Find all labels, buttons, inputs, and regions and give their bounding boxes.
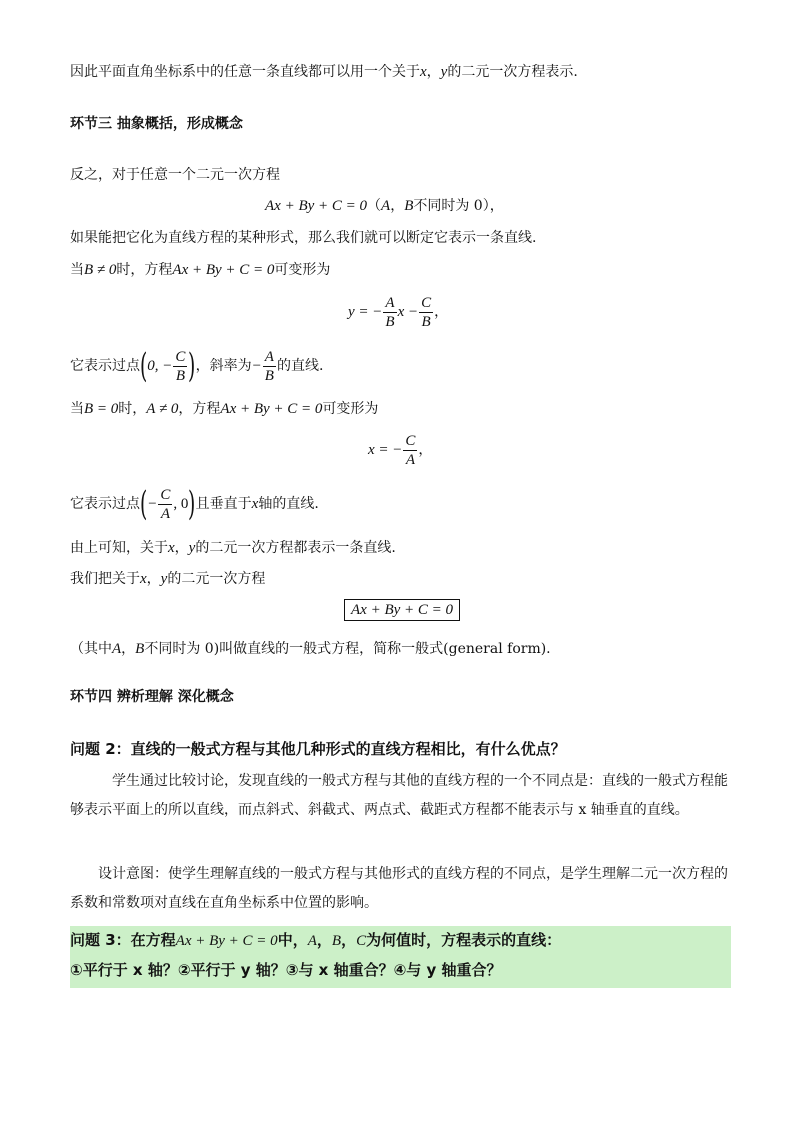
text: 轴的直线. <box>258 496 319 512</box>
fraction-numerator: C <box>405 432 416 449</box>
left-paren-icon: ( <box>139 484 148 524</box>
text: ， <box>418 442 433 458</box>
equation-display <box>348 292 448 332</box>
equation: Ax + By + C = 0 <box>265 198 368 214</box>
equation: Ax + By + C = 0 <box>172 262 275 278</box>
fraction <box>263 348 276 385</box>
text-line <box>70 639 551 659</box>
question-2: 问题 2：直线的一般式方程与其他几种形式的直线方程相比，有什么优点？ <box>70 740 566 758</box>
right-paren-icon: ) <box>188 346 196 386</box>
boxed-equation <box>344 600 460 620</box>
text: 时，方程 <box>116 262 173 278</box>
text: 问题 3：在方程 <box>70 931 176 949</box>
text: 时， <box>118 401 147 417</box>
math-condition: A ≠ 0 <box>146 401 179 417</box>
text-line <box>70 484 319 524</box>
text: ， <box>341 931 357 949</box>
text: ， <box>426 64 441 80</box>
math-var: y <box>188 540 196 556</box>
equation-display <box>368 430 432 470</box>
text: （其中 <box>70 641 112 657</box>
text-line: 如果能把它化为直线方程的某种形式，那么我们就可以断定它表示一条直线. <box>70 230 537 246</box>
text: 由上可知，关于 <box>70 540 168 556</box>
math-var: B <box>404 198 414 214</box>
text: ，方程 <box>178 401 221 417</box>
fraction <box>403 432 417 469</box>
fraction <box>158 486 172 523</box>
math-var: x <box>420 64 427 80</box>
fraction-numerator: C <box>160 486 171 503</box>
fraction-denominator: B <box>385 313 395 330</box>
math-var: x <box>251 496 259 512</box>
right-paren-icon: ) <box>188 484 196 524</box>
fraction-denominator: B <box>421 313 431 330</box>
left-paren-icon: ( <box>139 346 148 386</box>
text: 不同时为 0）， <box>413 198 504 214</box>
fraction-denominator: B <box>264 367 274 384</box>
paragraph: 学生通过比较讨论，发现直线的一般式方程与其他的直线方程的一个不同点是：直线的一般式方程能够表示平面上的所以直线，而点斜式、斜截式、两点式、截距式方程都不能表示与 x 轴垂直的直线。 <box>70 773 728 818</box>
text: 中， <box>277 931 308 949</box>
text-line <box>70 399 378 419</box>
text: ， <box>316 931 332 949</box>
fraction-numerator: A <box>264 348 274 365</box>
text: 为何值时，方程表示的直线： <box>366 931 562 949</box>
fraction-denominator: A <box>405 451 415 468</box>
text: 当 <box>70 262 84 278</box>
text: 可变形为 <box>322 401 379 417</box>
text: 的二元一次方程表示. <box>447 64 578 80</box>
math-term: , 0 <box>173 496 189 512</box>
text: 的二元一次方程都表示一条直线. <box>195 540 396 556</box>
text: 的二元一次方程 <box>167 571 266 587</box>
text: 且垂直于 <box>195 496 252 512</box>
fraction <box>419 294 433 331</box>
text: 可变形为 <box>274 262 331 278</box>
question-3-line-1 <box>70 930 561 951</box>
text: ， <box>146 571 161 587</box>
text: 它表示过点 <box>70 496 140 512</box>
math-var: B <box>135 641 145 657</box>
fraction-numerator: C <box>175 348 186 365</box>
text-line <box>70 538 396 558</box>
fraction <box>383 294 396 331</box>
text-line <box>70 260 330 280</box>
text-line <box>70 346 323 386</box>
math-lhs: x = − <box>368 442 403 458</box>
math-var: B <box>331 933 342 949</box>
math-sign: − <box>147 496 158 512</box>
math-var: A <box>307 933 317 949</box>
text: ， <box>434 304 449 320</box>
fraction-numerator: A <box>385 294 395 311</box>
fraction <box>173 348 187 385</box>
math-condition: B ≠ 0 <box>84 262 117 278</box>
text: 因此平面直角坐标系中的任意一条直线都可以用一个关于 <box>70 64 420 80</box>
math-var: C <box>356 933 367 949</box>
question-3-line-2: ①平行于 x 轴？②平行于 y 轴？③与 x 轴重合？④与 y 轴重合？ <box>70 961 502 979</box>
fraction-denominator: B <box>175 367 185 384</box>
equation: Ax + By + C = 0 <box>175 933 278 949</box>
text: 不同时为 0)叫做直线的一般式方程，简称一般式(general form). <box>144 641 551 657</box>
general-form-equation: Ax + By + C = 0 <box>344 599 460 621</box>
paragraph: 设计意图：使学生理解直线的一般式方程与其他形式的直线方程的不同点，是学生理解二元一次方程的系数和常数项对直线在直角坐标系中位置的影响。 <box>70 866 728 911</box>
text: 的直线. <box>276 358 324 374</box>
text: ， <box>174 540 189 556</box>
math-term: x − <box>397 304 419 320</box>
section-heading: 环节三 抽象概括，形成概念 <box>70 116 243 132</box>
text: 我们把关于 <box>70 571 140 587</box>
math-var: y <box>440 64 448 80</box>
text-line: 反之，对于任意一个二元一次方程 <box>70 167 280 183</box>
math-var: y <box>160 571 168 587</box>
math-sign: − <box>251 358 262 374</box>
text: ，斜率为 <box>195 358 252 374</box>
text: 它表示过点 <box>70 358 140 374</box>
text: 当 <box>70 401 84 417</box>
math-term: 0, − <box>147 358 173 374</box>
section-heading: 环节四 辨析理解 深化概念 <box>70 689 234 705</box>
fraction-denominator: A <box>160 505 170 522</box>
text: （ <box>367 198 382 214</box>
text-line <box>70 569 265 589</box>
equation: Ax + By + C = 0 <box>220 401 323 417</box>
text: ， <box>121 641 136 657</box>
text-line <box>70 62 578 82</box>
math-var: x <box>168 540 175 556</box>
math-lhs: y = − <box>348 304 383 320</box>
math-var: A <box>381 198 391 214</box>
math-condition: B = 0 <box>84 401 119 417</box>
math-var: x <box>140 571 147 587</box>
text: ， <box>390 198 405 214</box>
equation-line <box>265 196 504 216</box>
math-var: A <box>112 641 122 657</box>
fraction-numerator: C <box>421 294 432 311</box>
